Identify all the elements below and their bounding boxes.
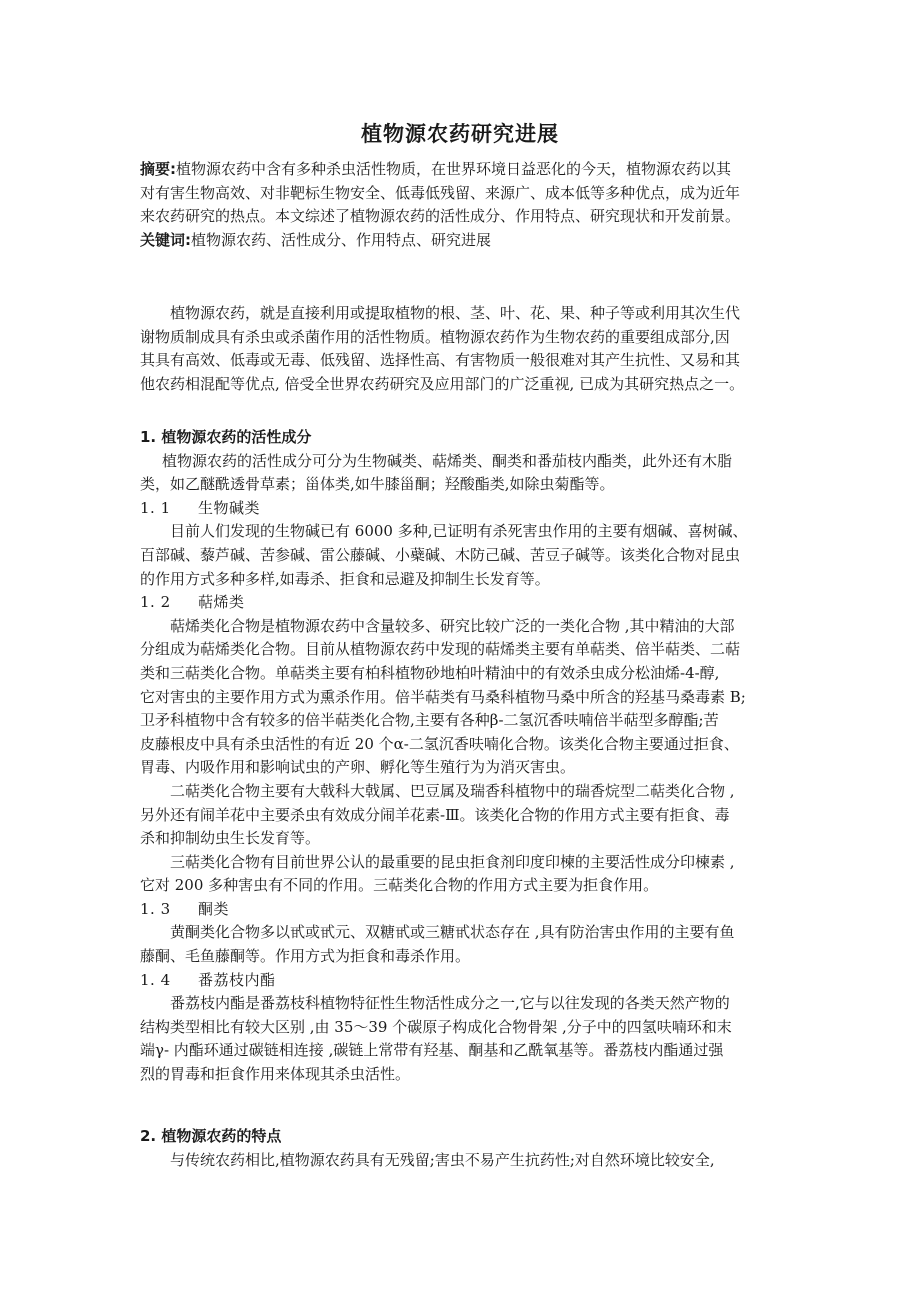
intro-paragraph (140, 302, 800, 396)
subsection-number: 1. 3 (140, 899, 171, 918)
body-line: 目前人们发现的生物碱已有 6000 多种,已证明有杀死害虫作用的主要有烟碱、喜树碱、 (170, 522, 748, 541)
keywords-label: 关键词: (140, 230, 191, 249)
subsection-title: 酮类 (198, 899, 230, 918)
body-line: 杀和抑制幼虫生长发育等。 (140, 829, 321, 848)
intro-line: 谢物质制成具有杀虫或杀菌作用的活性物质。植物源农药作为生物农药的重要组成部分,因 (140, 327, 730, 346)
section-1 (140, 426, 800, 1087)
body-line: 与传统农药相比,植物源农药具有无残留;害虫不易产生抗药性;对自然环境比较安全, (170, 1150, 715, 1169)
abstract-line: 对有害生物高效、对非靶标生物安全、低毒低残留、来源广、成本低等多种优点，成为近年 (140, 183, 741, 202)
body-line: 的作用方式多种多样,如毒杀、拒食和忌避及抑制生长发育等。 (140, 569, 550, 588)
body-line: 类，如乙醚酰透骨草素；甾体类,如牛膝甾酮；羟酸酯类,如除虫菊酯等。 (140, 475, 615, 494)
body-line: 另外还有闹羊花中主要杀虫有效成分闹羊花素-Ⅲ。该类化合物的作用方式主要有拒食、毒 (140, 805, 730, 824)
body-line: 黄酮类化合物多以甙或甙元、双糖甙或三糖甙状态存在 ,具有防治害虫作用的主要有鱼 (170, 923, 735, 942)
section-heading: 1. 植物源农药的活性成分 (140, 428, 312, 446)
abstract-line: 植物源农药中含有多种杀虫活性物质，在世界环境日益恶化的今天，植物源农药以其 (176, 160, 732, 178)
body-line: 它对害虫的主要作用方式为熏杀作用。倍半萜类有马桑科植物马桑中所含的羟基马桑毒素 B; (140, 687, 746, 706)
body-line: 植物源农药的活性成分可分为生物碱类、萜烯类、酮类和番茄枝内酯类，此外还有木脂 (162, 451, 733, 470)
body-line: 烈的胃毒和拒食作用来体现其杀虫活性。 (140, 1065, 411, 1084)
body-line: 分组成为萜烯类化合物。目前从植物源农药中发现的萜烯类主要有单萜类、倍半萜类、二萜 (140, 640, 741, 659)
page-title: 植物源农药研究进展 (361, 122, 559, 146)
abstract-block (140, 158, 800, 252)
section-2 (140, 1125, 800, 1172)
abstract-line: 来农药研究的热点。本文综述了植物源农药的活性成分、作用特点、研究现状和开发前景。 (140, 207, 741, 226)
subsection-number: 1. 4 (140, 970, 171, 989)
keywords-text: 植物源农药、活性成分、作用特点、研究进展 (191, 230, 492, 249)
body-line: 类和三萜类化合物。单萜类主要有柏科植物砂地柏叶精油中的有效杀虫成分松油烯-4-醇, (140, 663, 720, 682)
body-line: 三萜类化合物有目前世界公认的最重要的昆虫拒食剂印度印楝的主要活性成分印楝素 , (170, 852, 735, 871)
body-line: 胃毒、内吸作用和影响试虫的产卵、孵化等生殖行为为消灭害虫。 (140, 758, 576, 777)
section-heading: 2. 植物源农药的特点 (140, 1127, 282, 1145)
body-line: 皮藤根皮中具有杀虫活性的有近 20 个α-二氢沉香呋喃化合物。该类化合物主要通过拒食、 (140, 734, 739, 753)
body-line: 结构类型相比有较大区别 ,由 35～39 个碳原子构成化合物骨架 ,分子中的四氢呋喃环和末 (140, 1017, 732, 1036)
intro-line: 他农药相混配等优点, 倍受全世界农药研究及应用部门的广泛重视, 已成为其研究热点之一。 (140, 374, 745, 393)
subsection-title: 生物碱类 (198, 498, 261, 517)
intro-line: 植物源农药，就是直接利用或提取植物的根、茎、叶、花、果、种子等或利用其次生代 (170, 304, 741, 322)
subsection-title: 番荔枝内酯 (198, 970, 276, 989)
body-line: 卫矛科植物中含有较多的倍半萜类化合物,主要有各种β-二氢沉香呋喃倍半萜型多醇酯;苦 (140, 711, 719, 730)
intro-line: 其具有高效、低毒或无毒、低残留、选择性高、有害物质一般很难对其产生抗性、又易和其 (140, 351, 741, 370)
body-line: 它对 200 多种害虫有不同的作用。三萜类化合物的作用方式主要为拒食作用。 (140, 876, 659, 895)
body-line: 藤酮、毛鱼藤酮等。作用方式为拒食和毒杀作用。 (140, 947, 471, 966)
body-line: 番荔枝内酯是番荔枝科植物特征性生物活性成分之一,它与以往发现的各类天然产物的 (170, 994, 730, 1013)
abstract-label: 摘要: (140, 160, 176, 178)
subsection-number: 1. 2 (140, 593, 171, 612)
subsection-title: 萜烯类 (198, 593, 245, 612)
body-line: 百部碱、藜芦碱、苦参碱、雷公藤碱、小蘗碱、木防己碱、苦豆子碱等。该类化合物对昆虫 (140, 545, 741, 564)
body-line: 端γ- 内酯环通过碳链相连接 ,碳链上常带有羟基、酮基和乙酰氧基等。番荔枝内酯通过强 (140, 1041, 724, 1060)
subsection-number: 1. 1 (140, 498, 171, 517)
body-line: 萜烯类化合物是植物源农药中含量较多、研究比较广泛的一类化合物 ,其中精油的大部 (170, 616, 735, 635)
body-line: 二萜类化合物主要有大戟科大戟属、巴豆属及瑞香科植物中的瑞香烷型二萜类化合物 , (170, 781, 735, 800)
